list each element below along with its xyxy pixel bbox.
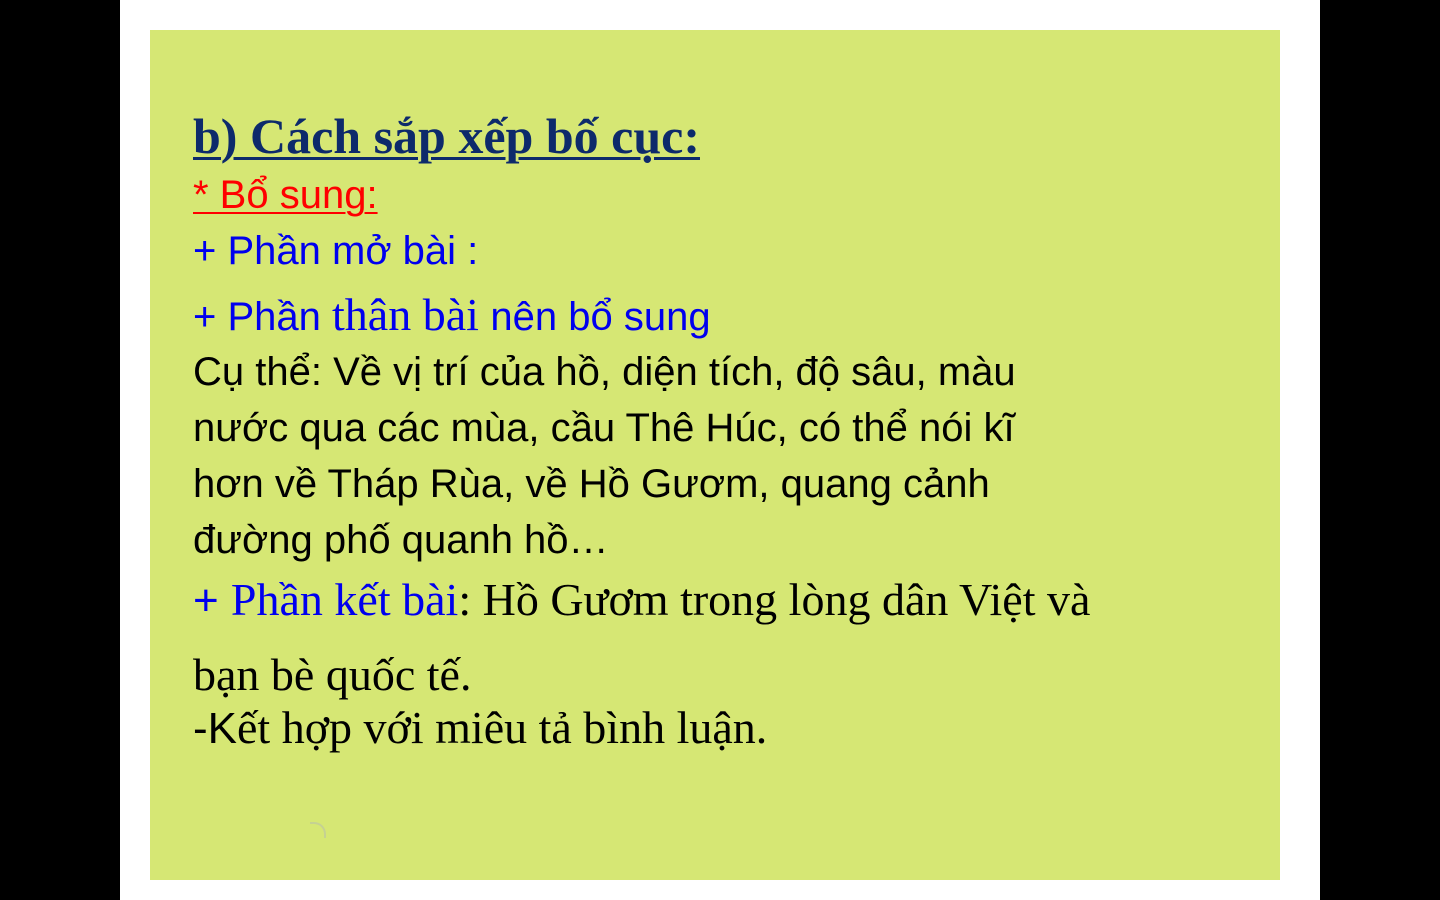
body-line-plus: + <box>193 295 228 339</box>
conclusion-text-line2: bạn bè quốc tế. <box>193 649 472 700</box>
body-line-part3: nên bổ sung <box>490 295 711 339</box>
conclusion-text-line1: : Hồ Gươm trong lòng dân Việt và <box>458 574 1091 625</box>
detail-line: đường phố quanh hồ… <box>193 518 609 562</box>
body-line-part1: Phần <box>227 295 333 339</box>
cursor-artifact <box>310 822 326 838</box>
conclusion-paragraph <box>193 568 1253 707</box>
conclusion-row-1 <box>193 568 1253 643</box>
conclusion-plus: + <box>193 576 231 625</box>
combine-dash: -K <box>193 704 237 753</box>
supplement-label: * Bổ sung: <box>193 173 378 217</box>
intro-line: + Phần mở bài : <box>193 229 479 273</box>
detail-line: Cụ thể: Về vị trí của hồ, diện tích, độ sâu, màu <box>193 350 1016 394</box>
combine-rest: ết hợp với miêu tả bình luận. <box>237 702 768 753</box>
body-line-part2: thân bài <box>332 289 491 340</box>
slide <box>150 30 1280 880</box>
detail-paragraph <box>193 344 1193 568</box>
slide-heading: b) Cách sắp xếp bố cục: <box>193 108 700 164</box>
detail-line: hơn về Tháp Rùa, về Hồ Gươm, quang cảnh <box>193 462 990 506</box>
combine-line <box>193 696 767 771</box>
conclusion-label: Phần kết bài <box>230 574 459 625</box>
detail-line: nước qua các mùa, cầu Thê Húc, có thể nói kĩ <box>193 406 1015 450</box>
